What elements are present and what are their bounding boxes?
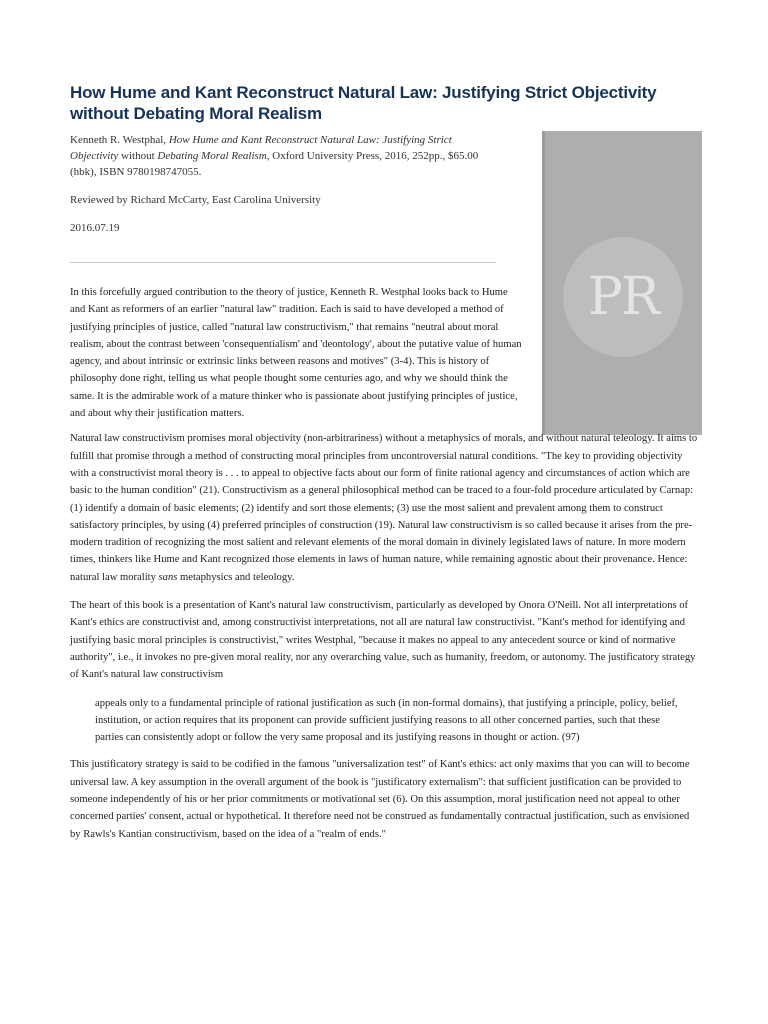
book-citation — [70, 132, 500, 180]
citation-book-subtitle: Debating Moral Realism — [157, 150, 267, 162]
review-meta — [70, 132, 500, 236]
meta-divider — [70, 262, 496, 263]
paragraph-2-sans: sans — [158, 571, 178, 583]
citation-publisher: , Oxford University Press, 2016, 252pp., $65.00 (hbk), ISBN 9780198747055. — [70, 150, 479, 178]
block-quote: appeals only to a fundamental principle of rational justification as such (in non-formal domains), that justifying a principle, policy, belief, institution, or action requires that its proponent can provide sufficient justifying reasons to all other concerned parties, such that these parties can consistently adopt or follow the very same proposal and its justifying reasons in thought or action. (97) — [95, 697, 678, 744]
reviewer-line: Reviewed by Richard McCarty, East Carolina University — [70, 194, 321, 206]
citation-author: Kenneth R. Westphal, — [70, 134, 169, 146]
paragraph-2 — [70, 430, 698, 586]
review-title: How Hume and Kant Reconstruct Natural Law: Justifying Strict Objectivity without Debating Moral Realism — [70, 83, 657, 123]
review-date: 2016.07.19 — [70, 222, 120, 234]
citation-without: without — [118, 150, 158, 162]
paragraph-2-end: metaphysics and teleology. — [177, 571, 295, 583]
paragraph-1: In this forcefully argued contribution to the theory of justice, Kenneth R. Westphal looks back to Hume and Kant as reformers of an earlier "natural law" tradition. Each is said to have developed a method of justifying principles of justice, called "natural law constructivism," that remains "neutral about moral realism, about the contrast between 'consequentialism' and 'deontology', about the putative value of human agency, and about intrinsic or extrinsic links between reasons and motives" (3-4). This is history of philosophy done right, telling us what people thought some centuries ago, and why we should think the same. It is the admirable work of a mature thinker who is passionate about justifying principles of justice, and about why their justification matters. — [70, 287, 522, 420]
paragraph-3: The heart of this book is a presentation of Kant's natural law constructivism, particularly as developed by Onora O'Neill. Not all interpretations of Kant's ethics are constructivist and, among constructivist interpretations, not all are natural law constructivist. "Kant's method for identifying and justifying basic moral principles is constructivist," writes Westphal, "because it makes no appeal to any antecedent source or kind of normative authority", i.e., it invokes no pre-given moral reality, nor any overarching value, such as humanity, freedom, or autonomy. The justificatory strategy of Kant's natural law constructivism — [70, 600, 696, 681]
citation-book-title: How Hume and Kant Reconstruct Natural Law: Justifying Strict Objectivity — [70, 134, 452, 162]
paragraph-2-main: Natural law constructivism promises moral objectivity (non-arbitrariness) without a metaphysics of morals, and without natural teleology. It aims to fulfill that promise through a method of constructing moral principles from uncontroversial natural conditions. "The key to providing objectivity with a constructivist moral theory is . . . to appeal to objective facts about our form of finite rational agency and circumstances of action which are basic to the human condition" (21). Constructivism as a general philosophical method can be traced to a four-fold procedure articulated by Carnap: (1) identify a domain of basic elements; (2) identify and sort those elements; (3) use the most salient and prevalent among them to construct satisfactory principles, by using (4) preferred principles of construction (19). Natural law constructivism is so called because it arises from the pre-modern tradition of recognizing the most salient and relevant elements of the moral domain in divinely legislated laws of nature. In more modern times, thinkers like Hume and Kant recognized those elements in laws of human nature, while remaining agnostic about their provenance. Hence: natural law morality — [70, 433, 698, 583]
cover-monogram: PR — [587, 267, 659, 327]
paragraph-4: This justificatory strategy is said to be codified in the famous "universalization test" of Kant's ethics: act only maxims that you can will to become universal law. A key assumption in the overall argument of the book is "justificatory externalism": that sufficient justification can be provided to someone independently of his or her prior commitments or motivational set (6). On this assumption, moral justification need not appeal to other concerned parties' consent, actual or hypothetical. It therefore need not be construed as fundamentally contractual justification, such as envisioned by Rawls's Kantian constructivism, based on the idea of a "realm of ends." — [70, 759, 690, 840]
review-body — [70, 284, 698, 854]
